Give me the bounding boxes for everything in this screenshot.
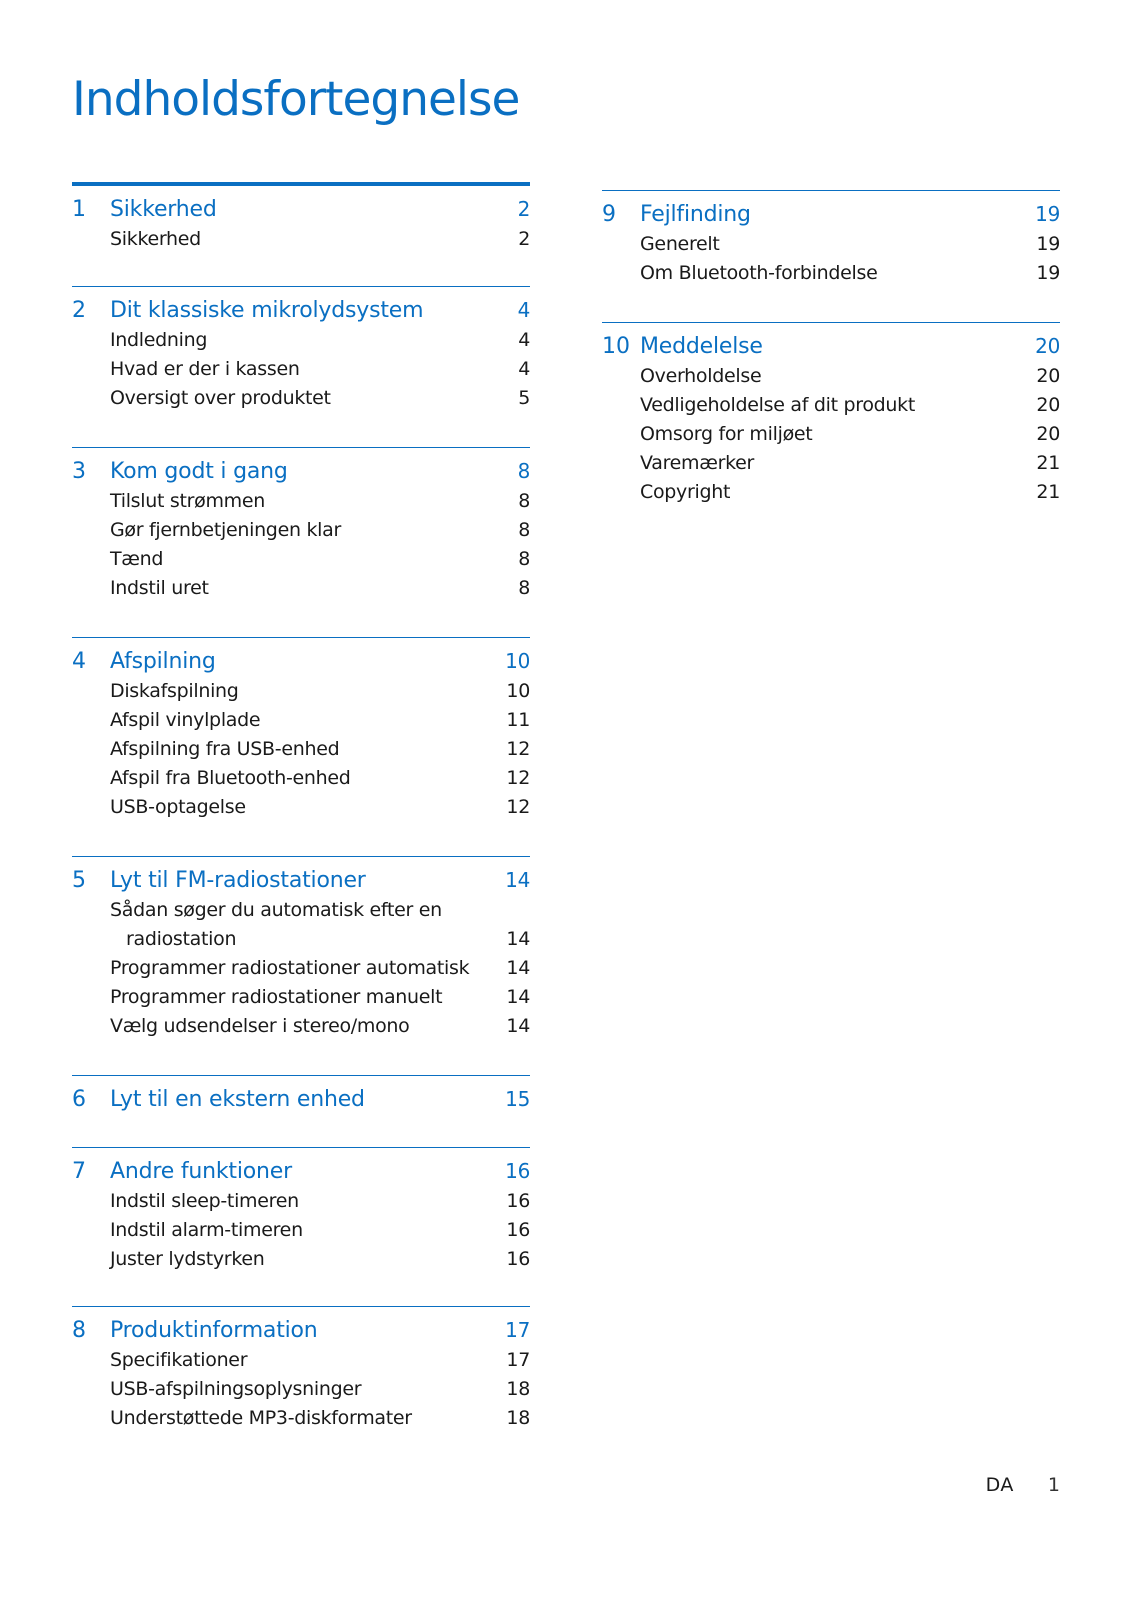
entry-title: Tænd — [110, 548, 164, 570]
toc-section — [72, 1306, 530, 1433]
toc-section-heading[interactable] — [72, 1084, 530, 1115]
section-page-number: 8 — [517, 459, 530, 483]
entry-page-number: 14 — [506, 957, 530, 979]
language-code: DA — [985, 1474, 1014, 1496]
entry-page-number: 11 — [506, 709, 530, 731]
section-title: Andre funktioner — [110, 1159, 292, 1184]
entry-title: Indstil sleep-timeren — [110, 1190, 299, 1212]
entry-page-number: 12 — [506, 738, 530, 760]
toc-section-heading[interactable] — [72, 865, 530, 896]
toc-entry-list — [72, 1346, 530, 1433]
entry-title: Generelt — [640, 233, 720, 255]
entry-title: Afspil fra Bluetooth-enhed — [110, 767, 351, 789]
toc-entry[interactable] — [72, 326, 530, 355]
toc-section-heading[interactable] — [72, 1156, 530, 1187]
entry-page-number: 14 — [506, 928, 530, 950]
section-page-number: 2 — [517, 197, 530, 221]
toc-section-heading[interactable] — [602, 331, 1060, 362]
section-title: Produktinformation — [110, 1318, 318, 1343]
toc-entry[interactable] — [72, 764, 530, 793]
toc-section — [72, 1075, 530, 1115]
entry-page-number: 4 — [518, 329, 530, 351]
entry-title: Indstil uret — [110, 577, 209, 599]
toc-section-heading[interactable] — [72, 1315, 530, 1346]
entry-title: Omsorg for miljøet — [640, 423, 813, 445]
toc-entry[interactable] — [602, 420, 1060, 449]
entry-title: Vedligeholdelse af dit produkt — [640, 394, 916, 416]
toc-section — [72, 637, 530, 822]
toc-entry[interactable] — [72, 1216, 530, 1245]
toc-section — [602, 190, 1060, 288]
toc-entry-list — [72, 326, 530, 413]
section-title: Fejlfinding — [640, 202, 751, 227]
section-title: Meddelelse — [640, 334, 763, 359]
section-title: Lyt til FM-radiostationer — [110, 868, 366, 893]
toc-section — [602, 322, 1060, 507]
toc-entry-list — [602, 230, 1060, 288]
entry-page-number: 16 — [506, 1190, 530, 1212]
entry-page-number: 21 — [1036, 452, 1060, 474]
entry-title: Gør fjernbetjeningen klar — [110, 519, 341, 541]
entry-title: Sikkerhed — [110, 228, 201, 250]
entry-page-number: 18 — [506, 1378, 530, 1400]
entry-title: Oversigt over produktet — [110, 387, 331, 409]
entry-title: Indledning — [110, 329, 208, 351]
entry-title: Tilslut strømmen — [110, 490, 266, 512]
section-page-number: 20 — [1035, 334, 1060, 358]
entry-title: Juster lydstyrken — [110, 1248, 265, 1270]
section-page-number: 14 — [505, 868, 530, 892]
section-number: 2 — [72, 298, 86, 323]
toc-entry[interactable] — [72, 677, 530, 706]
toc-entry[interactable] — [602, 478, 1060, 507]
section-number: 7 — [72, 1159, 86, 1184]
toc-entry[interactable] — [72, 1245, 530, 1274]
toc-entry[interactable] — [72, 896, 530, 954]
entry-page-number: 20 — [1036, 365, 1060, 387]
toc-left-column — [72, 182, 530, 1433]
section-page-number: 17 — [505, 1318, 530, 1342]
entry-title-continued: radiostation — [126, 928, 237, 950]
entry-title: Understøttede MP3-diskformater — [110, 1407, 412, 1429]
entry-title: Om Bluetooth-forbindelse — [640, 262, 878, 284]
toc-entry[interactable] — [72, 574, 530, 603]
entry-page-number: 14 — [506, 1015, 530, 1037]
toc-section — [72, 856, 530, 1041]
toc-entry[interactable] — [72, 1404, 530, 1433]
section-number: 4 — [72, 649, 86, 674]
section-page-number: 15 — [505, 1087, 530, 1111]
entry-page-number: 20 — [1036, 423, 1060, 445]
toc-entry[interactable] — [72, 954, 530, 983]
entry-title: Afspilning fra USB-enhed — [110, 738, 340, 760]
toc-entry[interactable] — [72, 225, 530, 254]
toc-entry-list — [72, 1187, 530, 1274]
toc-entry[interactable] — [602, 259, 1060, 288]
entry-title: Copyright — [640, 481, 731, 503]
section-page-number: 10 — [505, 649, 530, 673]
entry-page-number: 18 — [506, 1407, 530, 1429]
entry-title: USB-afspilningsoplysninger — [110, 1378, 362, 1400]
entry-page-number: 8 — [518, 577, 530, 599]
toc-entry-list — [72, 896, 530, 1041]
toc-entry[interactable] — [72, 1346, 530, 1375]
section-page-number: 4 — [517, 298, 530, 322]
toc-section — [72, 182, 530, 254]
entry-title: Overholdelse — [640, 365, 762, 387]
entry-title: Afspil vinylplade — [110, 709, 261, 731]
section-number: 3 — [72, 459, 86, 484]
entry-page-number: 16 — [506, 1219, 530, 1241]
entry-title: Programmer radiostationer automatisk — [110, 957, 470, 979]
toc-entry[interactable] — [72, 793, 530, 822]
entry-page-number: 8 — [518, 519, 530, 541]
toc-right-column — [602, 190, 1060, 507]
toc-section-heading[interactable] — [72, 194, 530, 225]
toc-entry[interactable] — [72, 1375, 530, 1404]
section-title: Lyt til en ekstern enhed — [110, 1087, 365, 1112]
entry-page-number: 14 — [506, 986, 530, 1008]
entry-title: Varemærker — [640, 452, 755, 474]
entry-title: Diskafspilning — [110, 680, 239, 702]
section-title: Dit klassiske mikrolydsystem — [110, 298, 424, 323]
toc-entry[interactable] — [72, 1187, 530, 1216]
section-page-number: 16 — [505, 1159, 530, 1183]
section-number: 10 — [602, 334, 630, 359]
toc-entry[interactable] — [72, 355, 530, 384]
toc-entry-list — [72, 487, 530, 603]
toc-section-heading[interactable] — [72, 295, 530, 326]
toc-entry[interactable] — [72, 384, 530, 413]
toc-entry[interactable] — [602, 362, 1060, 391]
entry-page-number: 4 — [518, 358, 530, 380]
section-number: 8 — [72, 1318, 86, 1343]
entry-page-number: 19 — [1036, 233, 1060, 255]
toc-entry[interactable] — [72, 487, 530, 516]
toc-entry-list — [72, 677, 530, 822]
entry-page-number: 8 — [518, 548, 530, 570]
entry-title: Programmer radiostationer manuelt — [110, 986, 443, 1008]
entry-page-number: 19 — [1036, 262, 1060, 284]
section-number: 9 — [602, 202, 616, 227]
toc-section — [72, 286, 530, 413]
page-footer — [900, 1474, 1060, 1496]
section-number: 6 — [72, 1087, 86, 1112]
toc-entry[interactable] — [72, 735, 530, 764]
toc-entry[interactable] — [72, 516, 530, 545]
entry-title: Specifikationer — [110, 1349, 248, 1371]
entry-title: Hvad er der i kassen — [110, 358, 300, 380]
entry-title: Vælg udsendelser i stereo/mono — [110, 1015, 410, 1037]
toc-entry-list — [72, 225, 530, 254]
section-title: Sikkerhed — [110, 197, 217, 222]
entry-title: Sådan søger du automatisk efter en — [110, 899, 442, 921]
entry-page-number: 16 — [506, 1248, 530, 1270]
entry-page-number: 8 — [518, 490, 530, 512]
entry-page-number: 12 — [506, 767, 530, 789]
section-title: Afspilning — [110, 649, 216, 674]
section-page-number: 19 — [1035, 202, 1060, 226]
toc-entry[interactable] — [72, 1012, 530, 1041]
section-number: 1 — [72, 197, 86, 222]
toc-section — [72, 447, 530, 603]
toc-entry[interactable] — [602, 391, 1060, 420]
entry-page-number: 12 — [506, 796, 530, 818]
section-number: 5 — [72, 868, 86, 893]
entry-title: Indstil alarm-timeren — [110, 1219, 303, 1241]
toc-section-heading[interactable] — [602, 199, 1060, 230]
toc-entry[interactable] — [72, 706, 530, 735]
page-number: 1 — [1047, 1474, 1060, 1496]
toc-entry-list — [602, 362, 1060, 507]
entry-page-number: 17 — [506, 1349, 530, 1371]
entry-page-number: 21 — [1036, 481, 1060, 503]
page-title: Indholdsfortegnelse — [72, 72, 520, 127]
toc-section-heading[interactable] — [72, 456, 530, 487]
toc-section — [72, 1147, 530, 1274]
toc-entry[interactable] — [72, 983, 530, 1012]
entry-page-number: 10 — [506, 680, 530, 702]
entry-page-number: 2 — [518, 228, 530, 250]
toc-entry[interactable] — [72, 545, 530, 574]
entry-title: USB-optagelse — [110, 796, 246, 818]
toc-entry[interactable] — [602, 449, 1060, 478]
entry-page-number: 20 — [1036, 394, 1060, 416]
toc-entry[interactable] — [602, 230, 1060, 259]
section-title: Kom godt i gang — [110, 459, 288, 484]
toc-section-heading[interactable] — [72, 646, 530, 677]
entry-page-number: 5 — [518, 387, 530, 409]
